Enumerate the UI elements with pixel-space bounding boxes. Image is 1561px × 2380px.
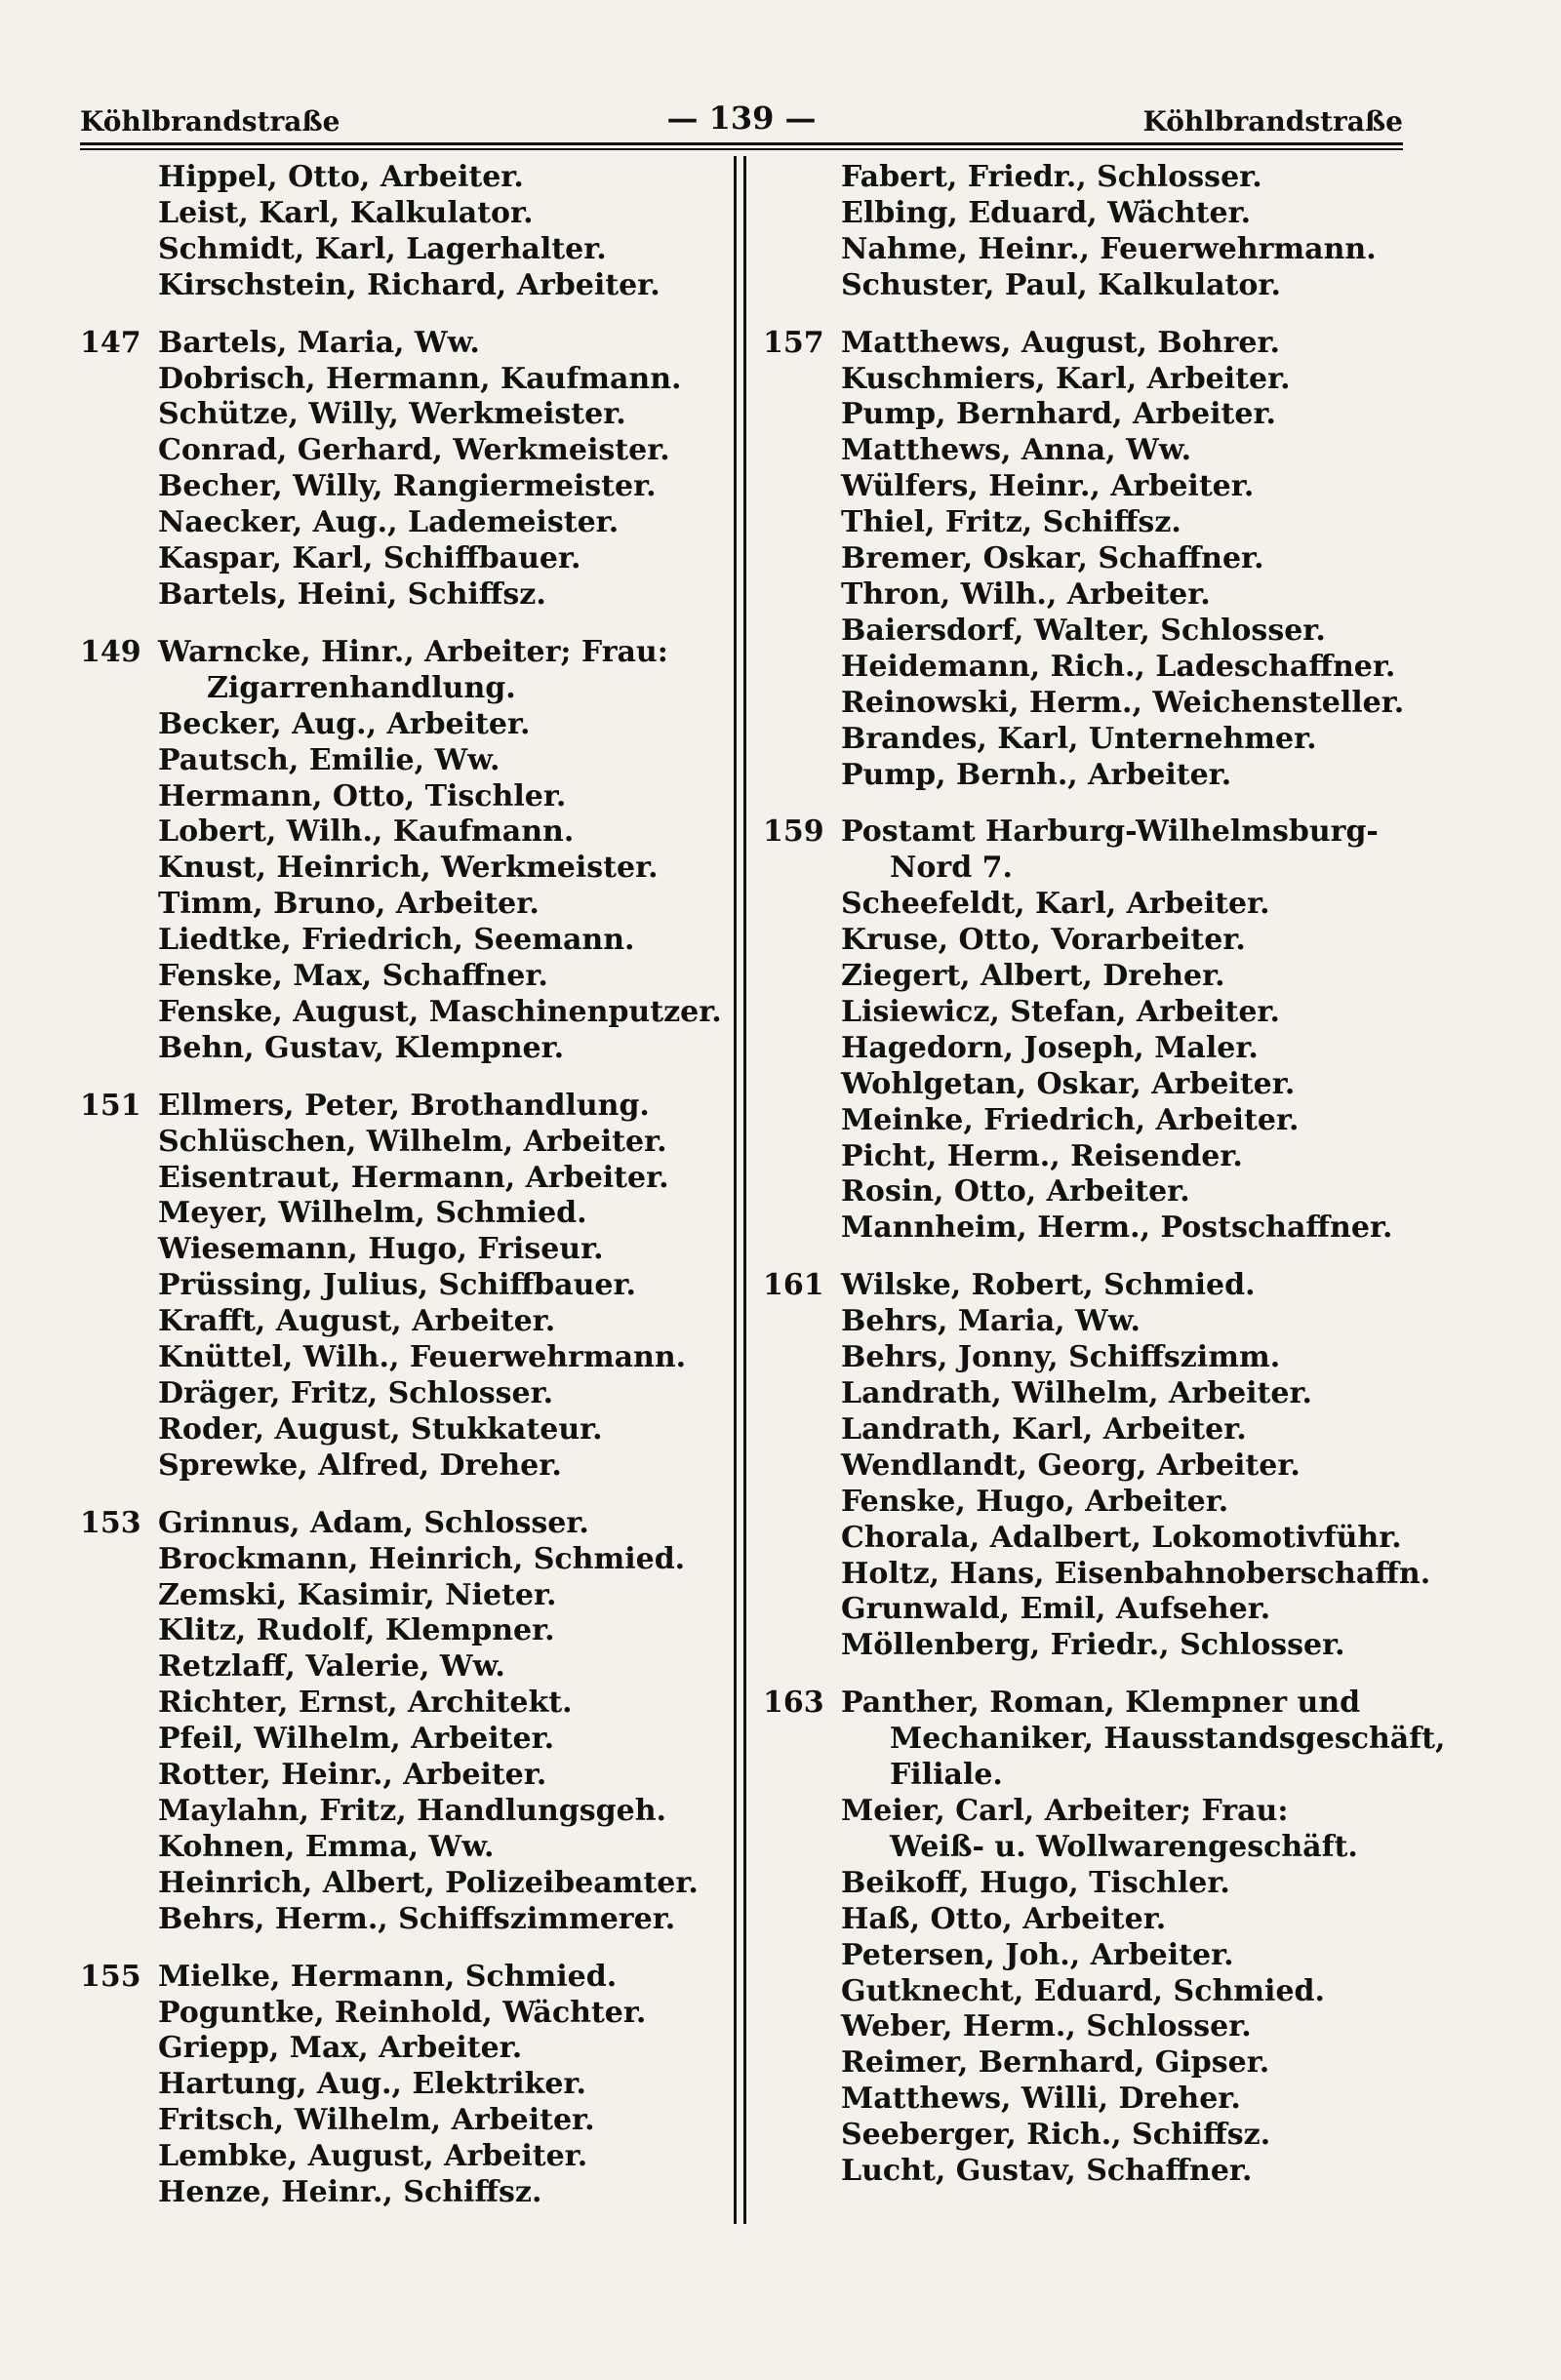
resident-line: Landrath, Wilhelm, Arbeiter.	[841, 1376, 1312, 1410]
house-entry	[763, 1268, 1431, 1664]
house-entry	[763, 160, 1397, 304]
resident-line: Becker, Aug., Arbeiter.	[158, 706, 531, 741]
resident-line: Thiel, Fritz, Schiffsz.	[841, 505, 1181, 540]
resident-line: Weber, Herm., Schlosser.	[841, 2009, 1252, 2044]
house-number: 153	[80, 1505, 141, 1540]
column-divider	[734, 156, 737, 2224]
resident-line: Rosin, Otto, Arbeiter.	[841, 1174, 1190, 1210]
house-number: 147	[80, 325, 141, 360]
resident-line: Dräger, Fritz, Schlosser.	[158, 1376, 554, 1410]
resident-line: Retzlaff, Valerie, Ww.	[158, 1649, 505, 1685]
resident-line: Schlüschen, Wilhelm, Arbeiter.	[158, 1124, 667, 1159]
resident-line: Scheefeldt, Karl, Arbeiter.	[841, 887, 1270, 922]
resident-line: Fenske, Hugo, Arbeiter.	[841, 1484, 1229, 1519]
resident-line: Maylahn, Fritz, Handlungsgeh.	[158, 1793, 666, 1828]
header-rule-thin	[80, 148, 1403, 150]
resident-line: Mechaniker, Hausstandsgeschäft,	[890, 1722, 1446, 1757]
house-number: 159	[763, 814, 824, 850]
resident-line: Thron, Wilh., Arbeiter.	[841, 576, 1211, 612]
resident-line: Schmidt, Karl, Lagerhalter.	[158, 231, 607, 266]
resident-line: Kohnen, Emma, Ww.	[158, 1829, 495, 1864]
house-entry	[80, 634, 722, 1067]
house-entry	[763, 1686, 1446, 2190]
resident-line: Weiß- u. Wollwarengeschäft.	[890, 1829, 1358, 1864]
resident-line: Brockmann, Heinrich, Schmied.	[158, 1541, 686, 1576]
resident-line: Naecker, Aug., Lademeister.	[158, 505, 620, 540]
resident-line: Ellmers, Peter, Brothandlung.	[158, 1088, 650, 1123]
resident-line: Krafft, August, Arbeiter.	[158, 1304, 556, 1339]
resident-line: Picht, Herm., Reisender.	[841, 1138, 1243, 1173]
resident-line: Griepp, Max, Arbeiter.	[158, 2031, 523, 2066]
resident-line: Kruse, Otto, Vorarbeiter.	[841, 923, 1246, 958]
resident-line: Lobert, Wilh., Kaufmann.	[158, 814, 575, 850]
resident-line: Petersen, Joh., Arbeiter.	[841, 1937, 1234, 1972]
resident-line: Becher, Willy, Rangiermeister.	[158, 469, 657, 504]
house-number: 157	[763, 325, 824, 360]
resident-line: Warncke, Hinr., Arbeiter; Frau:	[158, 634, 668, 669]
resident-line: Meier, Carl, Arbeiter; Frau:	[841, 1793, 1289, 1828]
house-entry	[80, 1960, 714, 2211]
house-number: 151	[80, 1088, 141, 1123]
resident-line: Matthews, Anna, Ww.	[841, 433, 1192, 468]
resident-line: Beikoff, Hugo, Tischler.	[841, 1865, 1230, 1900]
header-street-right: Köhlbrandstraße	[1142, 105, 1403, 138]
resident-line: Prüssing, Julius, Schiffbauer.	[158, 1268, 636, 1303]
resident-line: Knüttel, Wilh., Feuerwehrmann.	[158, 1340, 687, 1375]
resident-line: Hippel, Otto, Arbeiter.	[158, 160, 524, 194]
house-entry	[763, 814, 1397, 1247]
resident-line: Leist, Karl, Kalkulator.	[158, 195, 534, 230]
house-entry	[80, 326, 714, 614]
resident-line: Postamt Harburg-Wilhelmsburg-	[841, 814, 1379, 850]
resident-line: Matthews, Willi, Dreher.	[841, 2082, 1241, 2117]
running-head	[80, 96, 1403, 144]
resident-line: Kaspar, Karl, Schiffbauer.	[158, 541, 581, 576]
resident-line: Reimer, Bernhard, Gipser.	[841, 2045, 1270, 2081]
resident-line: Seeberger, Rich., Schiffsz.	[841, 2118, 1271, 2153]
house-entry	[763, 325, 1405, 794]
resident-line: Kirschstein, Richard, Arbeiter.	[158, 267, 660, 302]
resident-line: Schuster, Paul, Kalkulator.	[841, 267, 1281, 302]
resident-line: Poguntke, Reinhold, Wächter.	[158, 1995, 647, 2030]
resident-line: Dobrisch, Hermann, Kaufmann.	[158, 361, 682, 396]
resident-line: Fenske, August, Maschinenputzer.	[158, 994, 722, 1029]
house-number: 161	[763, 1268, 824, 1303]
resident-line: Baiersdorf, Walter, Schlosser.	[841, 613, 1326, 648]
resident-line: Elbing, Eduard, Wächter.	[841, 195, 1252, 230]
resident-line: Matthews, August, Bohrer.	[841, 325, 1280, 360]
resident-line: Heinrich, Albert, Polizeibeamter.	[158, 1865, 699, 1900]
left-column	[80, 160, 722, 2233]
house-number: 155	[80, 1959, 141, 1994]
resident-line: Pfeil, Wilhelm, Arbeiter.	[158, 1722, 555, 1757]
resident-line: Mielke, Hermann, Schmied.	[158, 1959, 618, 1994]
resident-line: Bremer, Oskar, Schaffner.	[841, 541, 1264, 576]
resident-line: Fritsch, Wilhelm, Arbeiter.	[158, 2103, 595, 2138]
resident-line: Kuschmiers, Karl, Arbeiter.	[841, 361, 1291, 396]
house-entry	[80, 1506, 714, 1938]
resident-line: Pautsch, Emilie, Ww.	[158, 742, 500, 777]
resident-line: Sprewke, Alfred, Dreher.	[158, 1448, 562, 1483]
resident-line: Rotter, Heinr., Arbeiter.	[158, 1758, 547, 1793]
resident-line: Meinke, Friedrich, Arbeiter.	[841, 1102, 1300, 1137]
resident-line: Schütze, Willy, Werkmeister.	[158, 397, 626, 432]
resident-line: Heidemann, Rich., Ladeschaffner.	[841, 649, 1396, 684]
resident-line: Chorala, Adalbert, Lokomotivführ.	[841, 1520, 1402, 1555]
resident-line: Liedtke, Friedrich, Seemann.	[158, 923, 635, 958]
resident-line: Richter, Ernst, Architekt.	[158, 1686, 573, 1721]
resident-line: Wendlandt, Georg, Arbeiter.	[841, 1448, 1301, 1483]
right-column	[763, 160, 1446, 2211]
resident-line: Eisentraut, Hermann, Arbeiter.	[158, 1160, 669, 1195]
resident-line: Holtz, Hans, Eisenbahnoberschaffn.	[841, 1556, 1431, 1591]
house-number: 163	[763, 1686, 824, 1721]
resident-line: Roder, August, Stukkateur.	[158, 1411, 603, 1447]
resident-line: Nahme, Heinr., Feuerwehrmann.	[841, 231, 1377, 266]
resident-line: Haß, Otto, Arbeiter.	[841, 1901, 1167, 1936]
house-number: 149	[80, 634, 141, 669]
resident-line: Behn, Gustav, Klempner.	[158, 1030, 565, 1065]
resident-line: Reinowski, Herm., Weichensteller.	[841, 685, 1405, 720]
resident-line: Zemski, Kasimir, Nieter.	[158, 1577, 557, 1612]
resident-line: Behrs, Maria, Ww.	[841, 1304, 1141, 1339]
house-entry	[80, 1089, 714, 1485]
resident-line: Mannheim, Herm., Postschaffner.	[841, 1210, 1393, 1246]
resident-line: Henze, Heinr., Schiffsz.	[158, 2175, 542, 2210]
resident-line: Gutknecht, Eduard, Schmied.	[841, 1973, 1325, 2008]
resident-line: Hagedorn, Joseph, Maler.	[841, 1030, 1259, 1065]
resident-line: Wiesemann, Hugo, Friseur.	[158, 1232, 604, 1267]
resident-line: Landrath, Karl, Arbeiter.	[841, 1411, 1247, 1447]
resident-line: Zigarrenhandlung.	[207, 670, 516, 705]
header-street-left: Köhlbrandstraße	[80, 105, 340, 138]
resident-line: Filiale.	[890, 1758, 1003, 1793]
resident-line: Pump, Bernhard, Arbeiter.	[841, 397, 1276, 432]
resident-line: Nord 7.	[890, 851, 1013, 886]
resident-line: Behrs, Jonny, Schiffszimm.	[841, 1340, 1281, 1375]
resident-line: Conrad, Gerhard, Werkmeister.	[158, 433, 670, 468]
resident-line: Pump, Bernh., Arbeiter.	[841, 757, 1232, 792]
resident-line: Lembke, August, Arbeiter.	[158, 2139, 588, 2174]
resident-line: Ziegert, Albert, Dreher.	[841, 959, 1225, 994]
resident-line: Brandes, Karl, Unternehmer.	[841, 721, 1317, 756]
resident-line: Möllenberg, Friedr., Schlosser.	[841, 1628, 1345, 1663]
resident-line: Klitz, Rudolf, Klempner.	[158, 1613, 555, 1648]
resident-line: Grunwald, Emil, Aufseher.	[841, 1592, 1271, 1627]
header-rule	[80, 142, 1403, 145]
resident-line: Fabert, Friedr., Schlosser.	[841, 160, 1262, 194]
resident-line: Wülfers, Heinr., Arbeiter.	[841, 469, 1255, 504]
resident-line: Knust, Heinrich, Werkmeister.	[158, 851, 659, 886]
resident-line: Lucht, Gustav, Schaffner.	[841, 2154, 1253, 2189]
resident-line: Hartung, Aug., Elektriker.	[158, 2067, 586, 2102]
resident-line: Bartels, Maria, Ww.	[158, 325, 480, 360]
resident-line: Behrs, Herm., Schiffszimmerer.	[158, 1901, 676, 1936]
house-entry	[80, 160, 714, 304]
resident-line: Bartels, Heini, Schiffsz.	[158, 576, 546, 612]
resident-line: Hermann, Otto, Tischler.	[158, 778, 567, 813]
resident-line: Timm, Bruno, Arbeiter.	[158, 887, 540, 922]
resident-line: Lisiewicz, Stefan, Arbeiter.	[841, 994, 1280, 1029]
resident-line: Fenske, Max, Schaffner.	[158, 959, 548, 994]
resident-line: Wilske, Robert, Schmied.	[841, 1268, 1256, 1303]
resident-line: Panther, Roman, Klempner und	[841, 1686, 1361, 1721]
resident-line: Grinnus, Adam, Schlosser.	[158, 1505, 589, 1540]
resident-line: Wohlgetan, Oskar, Arbeiter.	[841, 1066, 1296, 1101]
page-number: — 139 —	[666, 99, 817, 137]
column-divider-second	[743, 156, 746, 2224]
resident-line: Meyer, Wilhelm, Schmied.	[158, 1196, 587, 1231]
